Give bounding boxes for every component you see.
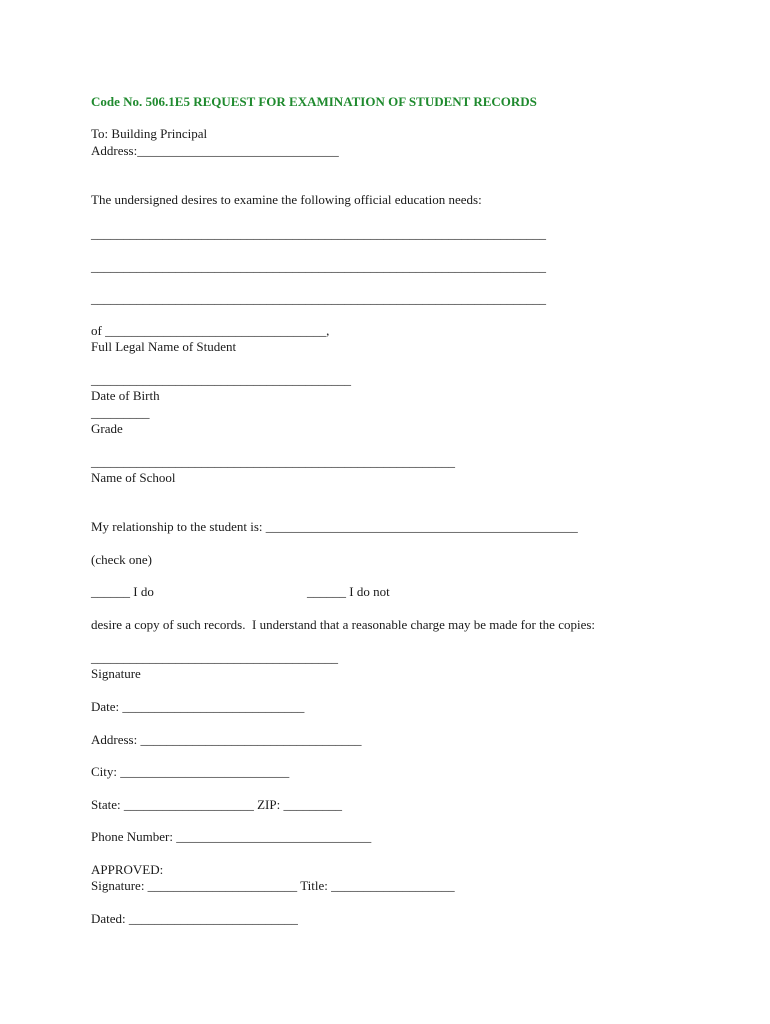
date-of-birth-blank[interactable]: ________________________________________ [91,372,351,387]
approved-signature-title-field[interactable]: Signature: _______________________ Title: ___________________ [91,878,455,893]
city-field[interactable]: City: __________________________ [91,764,290,779]
to-line: To: Building Principal [91,126,208,141]
form-title: Code No. 506.1E5 REQUEST FOR EXAMINATION OF STUDENT RECORDS [91,94,537,109]
copy-statement: desire a copy of such records. I understand that a reasonable charge may be made for the copies: [91,617,596,632]
check-one-label: (check one) [91,552,152,567]
records-blank-1[interactable]: ______________________________________________________________________ [91,226,546,241]
approved-label: APPROVED: [91,862,164,877]
student-name-blank[interactable]: of __________________________________, [91,323,330,338]
relationship-line[interactable]: My relationship to the student is: ________________________________________________ [91,519,578,534]
dated-field[interactable]: Dated: __________________________ [91,911,298,926]
address-blank[interactable]: Address:_______________________________ [91,143,339,158]
grade-label: Grade [91,421,123,436]
full-legal-name-label: Full Legal Name of Student [91,339,237,354]
i-do-not-option[interactable]: ______ I do not [307,584,390,599]
date-of-birth-label: Date of Birth [91,388,160,403]
signature-label: Signature [91,666,141,681]
signature-blank[interactable]: ______________________________________ [91,650,338,665]
intro-text: The undersigned desires to examine the following official education needs: [91,192,482,207]
records-blank-3[interactable]: ______________________________________________________________________ [91,291,546,306]
school-name-label: Name of School [91,470,176,485]
state-zip-field[interactable]: State: ____________________ ZIP: _________ [91,797,342,812]
i-do-option[interactable]: ______ I do [91,584,154,599]
records-blank-2[interactable]: ______________________________________________________________________ [91,259,546,274]
address-field[interactable]: Address: __________________________________ [91,732,362,747]
school-name-blank[interactable]: ________________________________________________________ [91,454,455,469]
date-field[interactable]: Date: ____________________________ [91,699,305,714]
grade-blank[interactable]: _________ [91,405,150,420]
phone-number-field[interactable]: Phone Number: ______________________________ [91,829,372,844]
